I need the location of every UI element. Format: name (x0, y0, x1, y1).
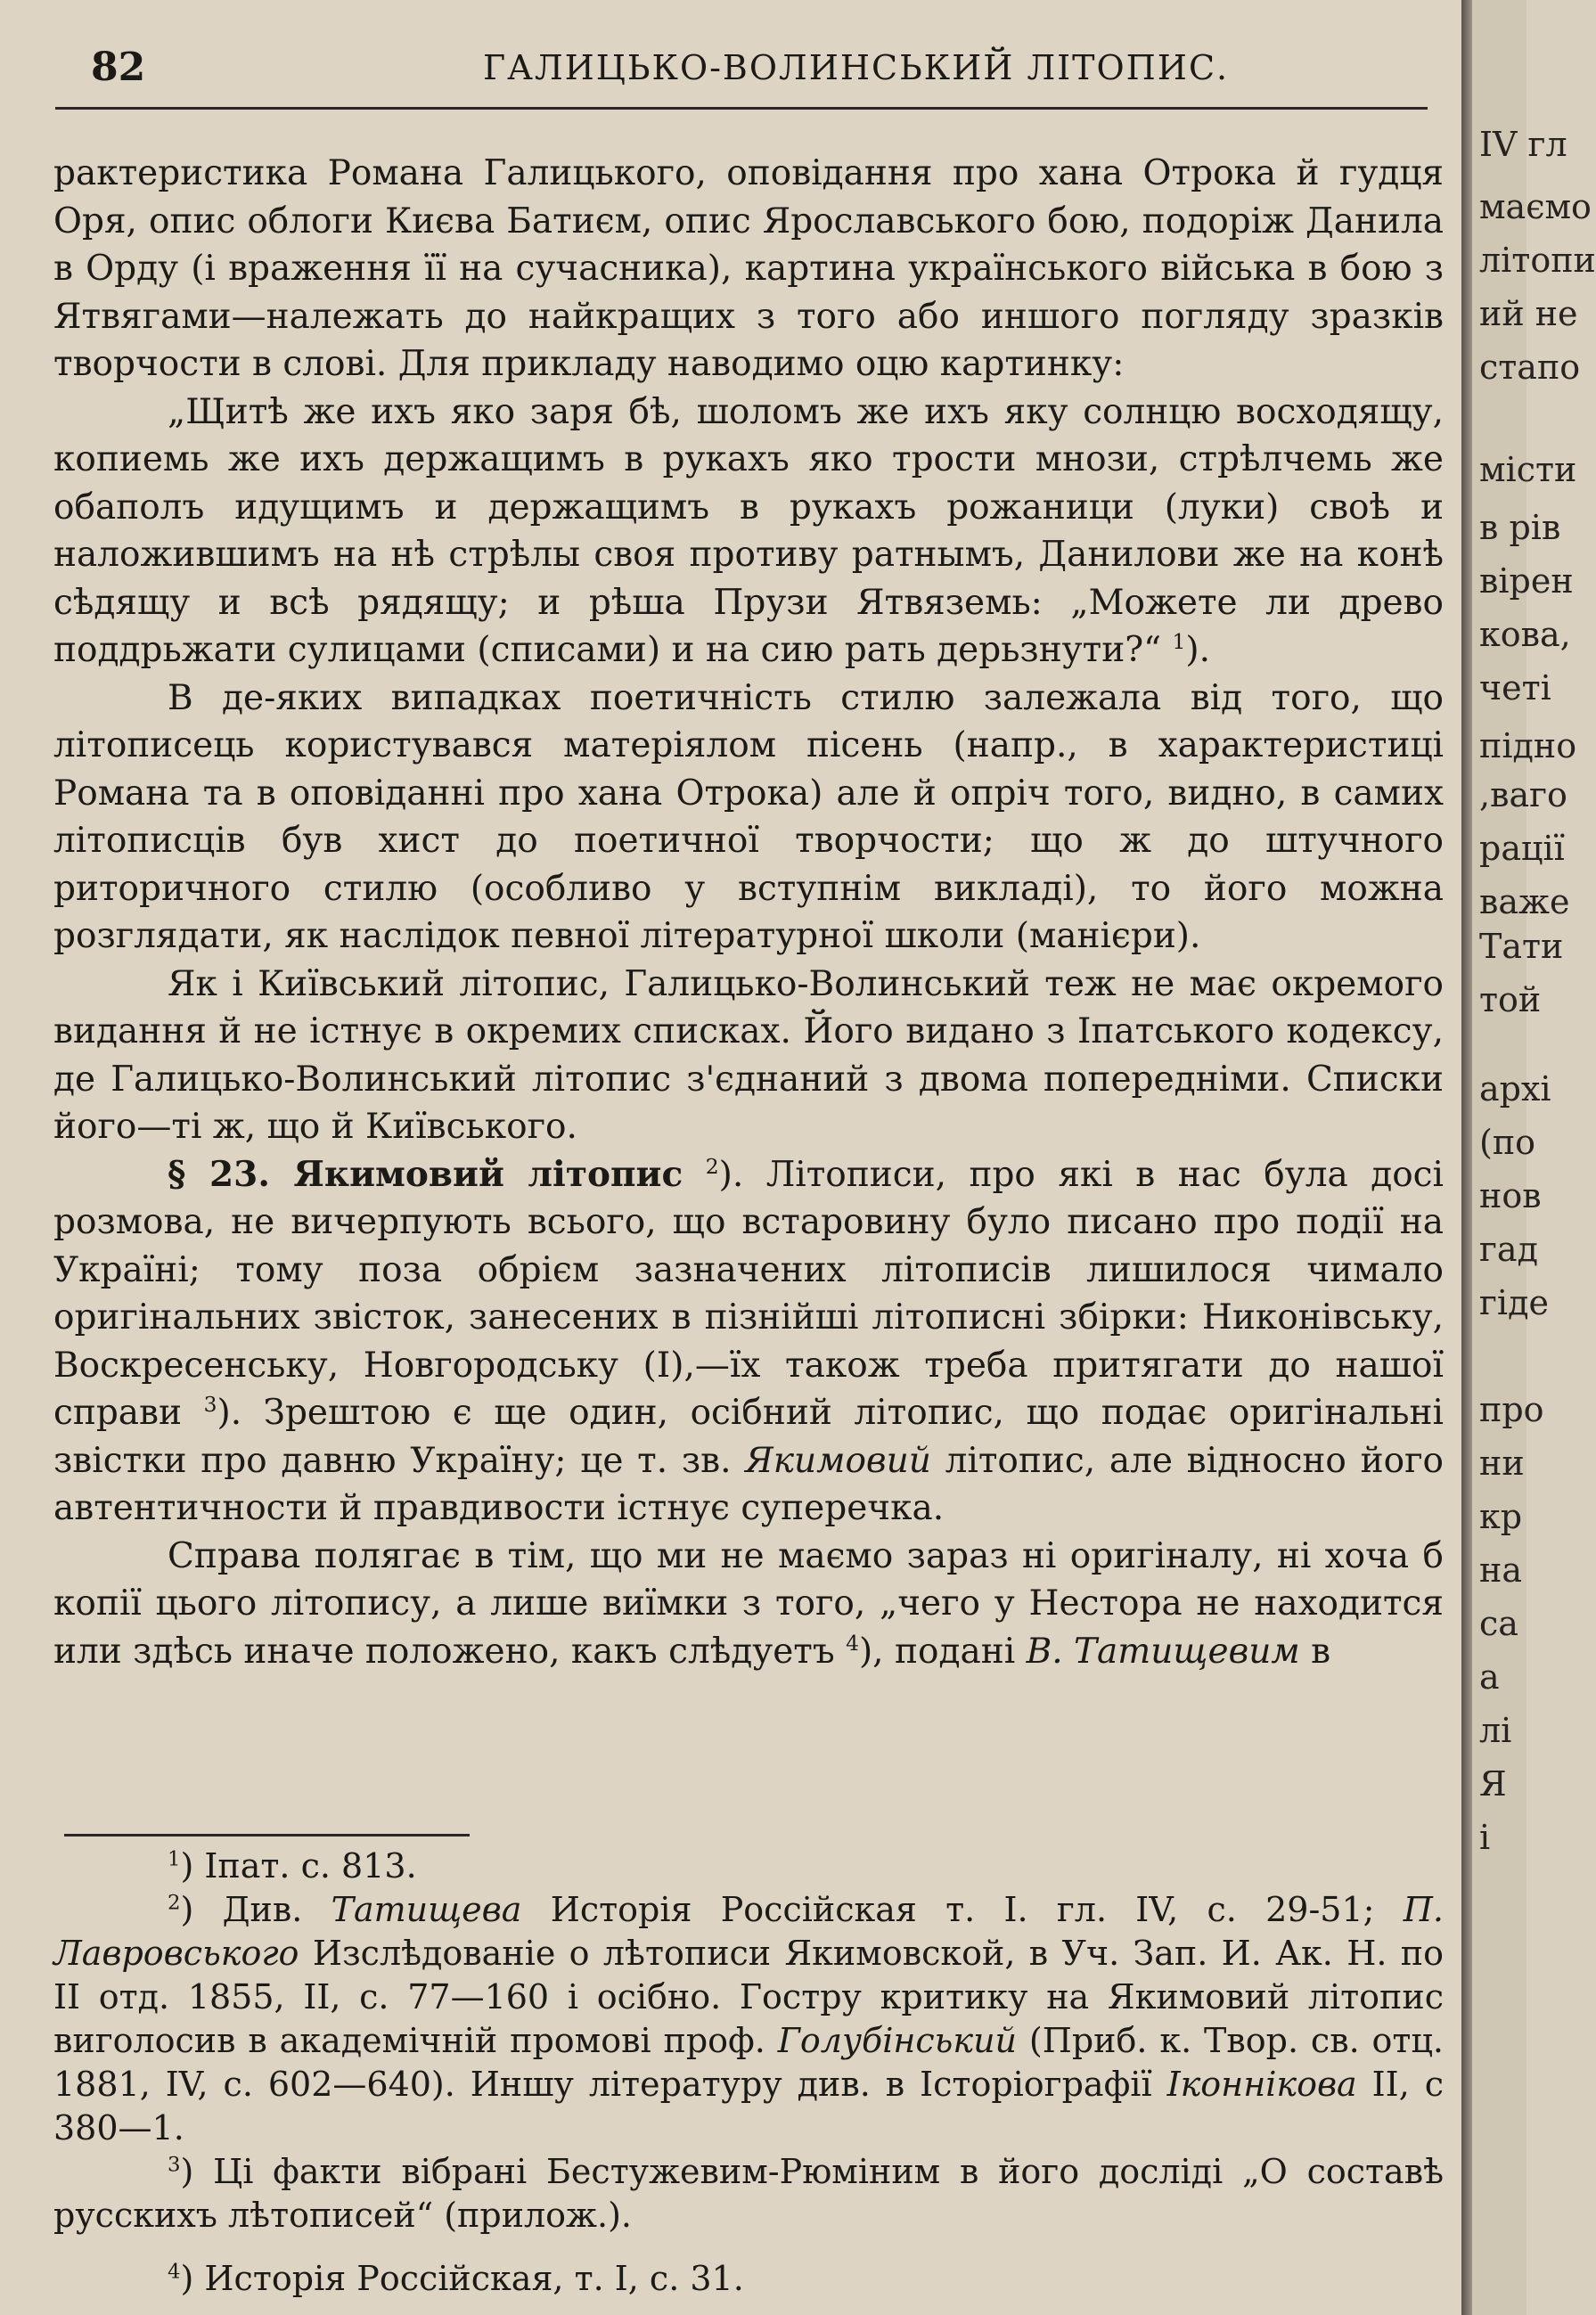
text-fragment: ), подані (858, 1631, 1016, 1672)
running-title: ГАЛИЦЬКО-ВОЛИНСЬКИЙ ЛІТОПИС. (483, 48, 1230, 87)
footnote-2 (53, 1888, 1444, 2150)
section-heading: § 23. Якимовий літопис (168, 1153, 683, 1195)
footnote-3 (53, 2150, 1444, 2237)
paragraph (53, 1533, 1444, 1676)
adjacent-page-edge (1472, 0, 1596, 2315)
footnote-ref: 3 (203, 1392, 217, 1417)
adjacent-page-fragment: стапо (1479, 348, 1581, 387)
adjacent-page-fragment: са (1479, 1604, 1518, 1643)
adjacent-page-fragment: (по (1479, 1123, 1536, 1162)
footnote-rule (64, 1834, 470, 1836)
page-number: 82 (91, 45, 146, 90)
paragraph: Як і Київський літопис, Галицько-Волинський теж не має окремого видання й не істнує в окремих списках. Його видано з Іпатського кодексу, де Галицько-Волинський літопис з'єднаний з двома попередніми. Списки його—ті ж, що й Київського. (53, 963, 1444, 1147)
adjacent-page-fragment: архі (1479, 1069, 1551, 1108)
header-rule (55, 107, 1428, 110)
adjacent-page-fragment: Тати (1479, 927, 1564, 966)
footnote-ref: 1 (1172, 629, 1186, 654)
adjacent-page-fragment: і (1479, 1818, 1491, 1857)
emphasis: В. Татищевим (1026, 1631, 1300, 1672)
text-fragment: Справа полягає в тім, що ми не маємо зараз ні оригіналу, ні хоча б копії цього літопису, а лише виїмки з того, „чего у Нестора не находится или здѣсь иначе положено, какъ слѣдуетъ (53, 1535, 1444, 1672)
emphasis: Татищева (331, 1890, 522, 1929)
adjacent-page-fragment: кр (1479, 1497, 1523, 1536)
footnote-mark: 3 (168, 2153, 181, 2177)
adjacent-page-fragment: ни (1479, 1444, 1525, 1483)
paragraph: В де-яких випадках поетичність стилю залежала від того, що літописець користувався матеріялом пісень (напр., в характеристиці Романа та в оповіданні про хана Отрока) але й опріч того, видно, в самих літописців був хист до поетичної творчости; що ж до штучного риторичного стилю (особливо у вступнім викладі), то його можна розглядати, як наслідок певної літературної школи (манієри). (53, 677, 1444, 956)
emphasis: П. Лавровського (53, 1890, 1444, 1973)
adjacent-page-fragment: місти (1479, 450, 1577, 489)
footnote-mark: 2 (168, 1891, 181, 1915)
footnote-text: ) Див. (180, 1890, 303, 1929)
quote-text: „Щитѣ же ихъ яко заря бѣ, шоломъ же ихъ яку солнцю восходящу, копиемь же ихъ держащимъ в рукахъ яко трости мнози, стрѣлчемь же обаполъ идущимъ и держащимъ в рукахъ рожаници (луки) своѣ и наложившимъ на нѣ стрѣлы своя противу ратнымъ, Данилови же на конѣ сѣдящу и всѣ рядящу; и рѣша Прузи Ятвяземь: „Можете ли древо поддрьжати сулицами (списами) и на сию рать дерьзнути?“ (53, 391, 1444, 670)
adjacent-page-fragment: IV гл (1479, 125, 1567, 164)
adjacent-page-fragment: про (1479, 1390, 1544, 1429)
section-paragraph (53, 1151, 1444, 1533)
quote-paragraph (53, 389, 1444, 675)
footnote-text: ) Іпат. с. 813. (180, 1846, 417, 1886)
adjacent-page-fragment: в рів (1479, 508, 1561, 547)
main-text (53, 150, 1444, 1675)
footnote-ref: 4 (846, 1630, 859, 1656)
adjacent-page-fragment: вірен (1479, 561, 1574, 601)
footnote-text: (Приб. к. Твор. св. отц. 1881, IV, с. 602—640). Иншу літературу див. в Історіографії (53, 2021, 1444, 2104)
adjacent-page-fragment: підно (1479, 726, 1577, 765)
emphasis: Голубінський (777, 2021, 1018, 2060)
text-fragment: ). Літописи, про які в нас була досі розмова, не вичерпують всього, що встаровину було писано про події на Україні; тому поза обрієм зазначених літописів лишилося чимало оригінальних звісток, занесених в пізнійші літописні збірки: Никонівську, Воскресенську, Новгородську (І),—їх також треба притягати до нашої справи (53, 1154, 1444, 1433)
emphasis: Якимовий (745, 1440, 931, 1481)
footnote-4 (53, 2257, 1444, 2301)
page-header (55, 45, 1428, 107)
footnote-ref: 2 (705, 1153, 719, 1179)
adjacent-page-fragment: важе (1479, 882, 1570, 921)
text-fragment: в (1311, 1631, 1331, 1672)
footnote-text: ) Исторія Россійская, т. І, с. 31. (180, 2259, 744, 2298)
adjacent-page-fragment: четі (1479, 668, 1551, 708)
adjacent-page-fragment: а (1479, 1657, 1500, 1697)
adjacent-page-fragment: ,ваго (1479, 775, 1567, 814)
emphasis: Іконнікова (1166, 2065, 1357, 2104)
adjacent-page-fragment: гіде (1479, 1283, 1549, 1322)
adjacent-page-fragment: гад (1479, 1230, 1538, 1269)
adjacent-page-fragment: рації (1479, 829, 1565, 868)
text-fragment: літопис, але відносно його автентичности й правдивости істнує суперечка. (53, 1440, 1444, 1528)
adjacent-page-fragment: Я (1479, 1764, 1507, 1804)
footnote-text: Исторія Россійская т. І. гл. IV, с. 29-51; (550, 1890, 1375, 1929)
adjacent-page-fragment: нов (1479, 1176, 1542, 1215)
footnote-1 (53, 1845, 1444, 1888)
footnote-mark: 1 (168, 1847, 181, 1871)
paragraph: рактеристика Романа Галицького, оповідання про хана Отрока й гудця Оря, опис облоги Києва Батиєм, опис Ярославського бою, подоріж Данила в Орду (і враження її на сучасника), картина українського війська в бою з Ятвягами—належать до найкращих з того або иншого погляду зразків творчости в слові. Для прикладу наводимо оцю картинку: (53, 153, 1444, 384)
footnotes (53, 1845, 1444, 2301)
adjacent-page-fragment: той (1479, 980, 1542, 1019)
text-fragment: ). (1185, 630, 1210, 670)
adjacent-page-fragment: на (1479, 1550, 1522, 1590)
adjacent-page-fragment: ий не (1479, 294, 1578, 333)
adjacent-page-fragment: лі (1479, 1711, 1512, 1750)
adjacent-page-fragment: кова, (1479, 615, 1571, 654)
adjacent-page-fragment: маємо (1479, 187, 1592, 226)
text-fragment: ). Зрештою є ще один, осібний літопис, що подає оригінальні звістки про давню Україну; це т. зв. (53, 1393, 1444, 1481)
footnote-text: ) Ці факти вібрані Бестужевим-Рюміним в його досліді „О составѣ русскихъ лѣтописей“ (прилож.). (53, 2152, 1444, 2235)
footnote-text: Изслѣдованіе о лѣтописи Якимовской, в Уч. Зап. И. Ак. Н. по II отд. 1855, II, с. 77—160 і осібно. Гостру критику на Якимовий літопис виголосив в академічній промові проф. (53, 1934, 1444, 2060)
adjacent-page-fragment: літопи (1479, 241, 1596, 280)
footnote-mark: 4 (168, 2260, 181, 2284)
book-gutter (1461, 0, 1472, 2315)
footnote-text: II, с 380—1. (53, 2065, 1444, 2147)
